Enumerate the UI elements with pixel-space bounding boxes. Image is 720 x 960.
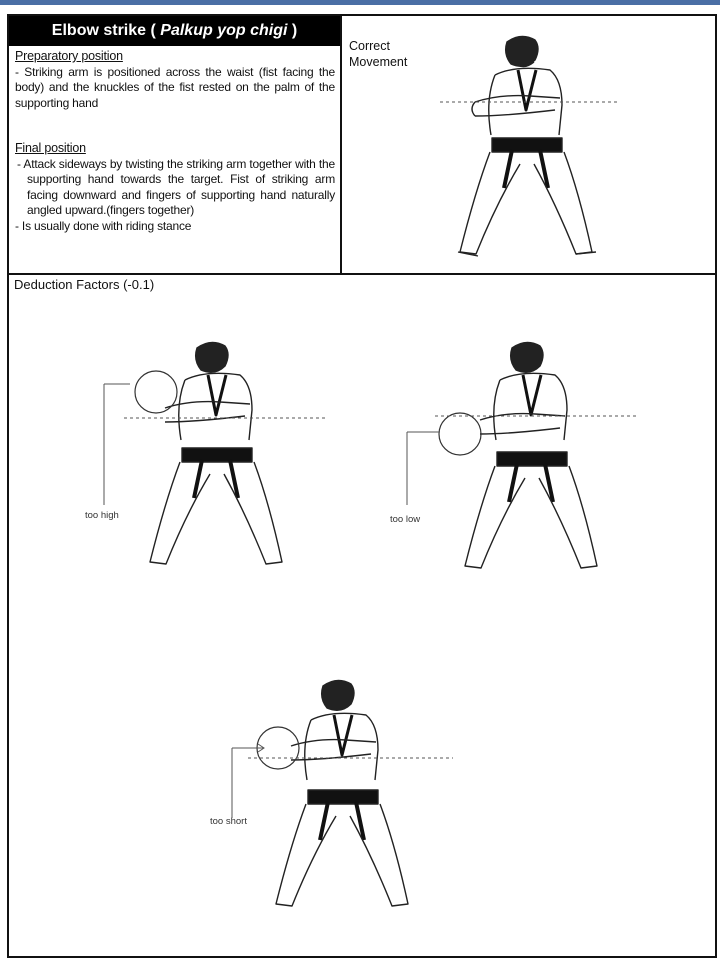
correct-movement-line1: Correct: [349, 39, 390, 53]
label-too-short: too short: [210, 816, 247, 827]
figure-too-short: [228, 678, 458, 938]
preparatory-heading: Preparatory position: [15, 49, 123, 63]
final-heading: Final position: [15, 141, 86, 155]
label-too-low: too low: [390, 514, 421, 525]
top-accent-bar: [0, 0, 720, 5]
figure-too-high-illustration: [100, 340, 330, 595]
preparatory-section: [15, 49, 335, 111]
title-main: Elbow strike (: [51, 22, 156, 39]
correct-movement-label: [349, 38, 407, 70]
correct-movement-line2: Movement: [349, 55, 408, 69]
figure-correct: [440, 30, 630, 265]
figure-correct-illustration: [440, 30, 630, 265]
figure-too-low: [405, 340, 640, 595]
description-cell: [9, 16, 342, 273]
title-italic: Palkup yop chigi: [160, 22, 288, 39]
figure-too-high: [100, 340, 330, 595]
preparatory-text: - Striking arm is positioned across the waist (fist facing the body) and the knuckles of the fist rested on the palm of the supporting hand: [15, 64, 335, 110]
deduction-heading: Deduction Factors (-0.1): [14, 277, 155, 292]
page-title: [9, 16, 340, 46]
final-bullet-1: - Attack sideways by twisting the striking arm together with the supporting hand towards the target. Fist of striking arm facing downward and fingers of supporting hand naturally angled upward.(fingers together): [17, 156, 335, 217]
figure-too-short-illustration: [228, 678, 458, 938]
label-too-high: too high: [85, 510, 119, 521]
final-section: [15, 141, 335, 234]
title-close: ): [291, 22, 298, 39]
final-bullet-2: - Is usually done with riding stance: [15, 218, 192, 233]
figure-too-low-illustration: [405, 340, 640, 595]
